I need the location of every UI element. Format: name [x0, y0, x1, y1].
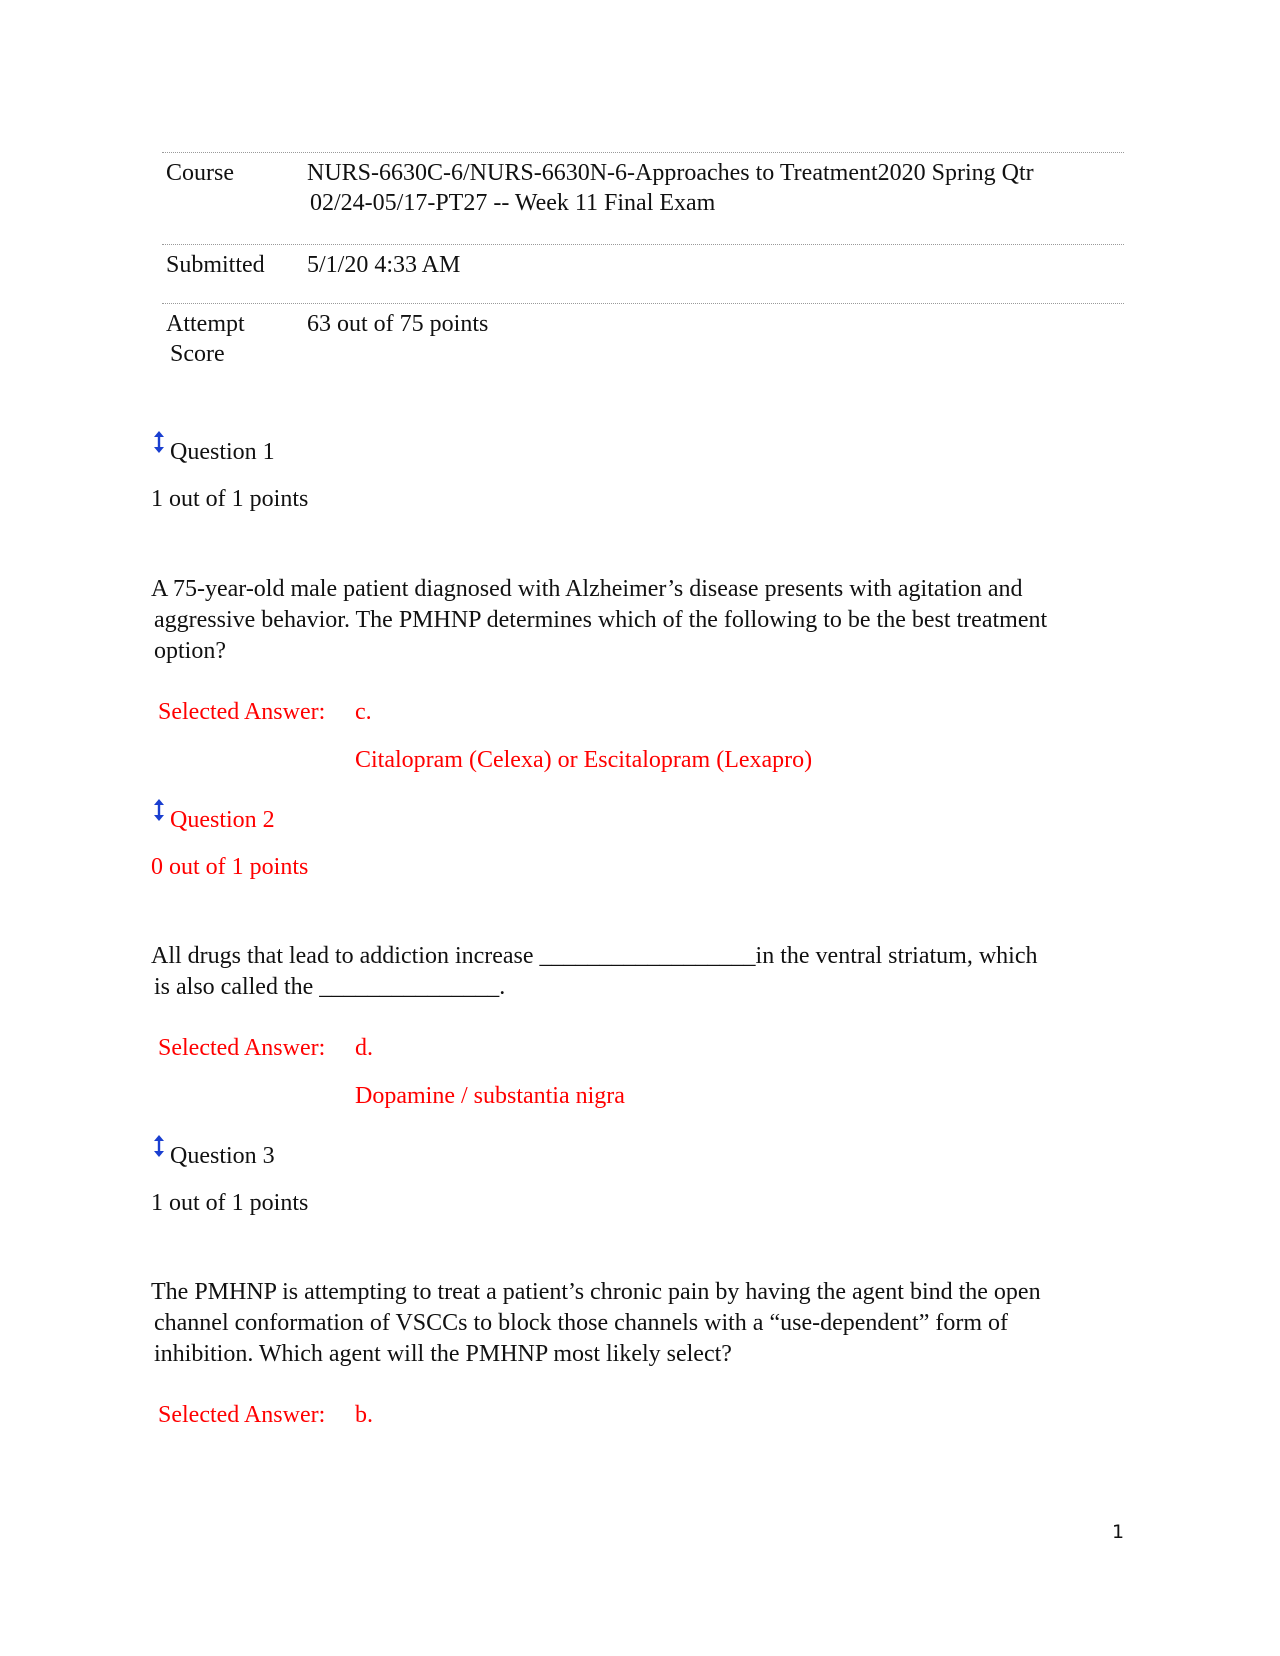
- course-value-line-1: NURS-6630C-6/NURS-6630N-6-Approaches to Treatment2020 Spring Qtr: [307, 160, 1034, 186]
- page-number: 1: [1112, 1521, 1125, 1543]
- question-2-text-line-2: is also called the _______________.: [154, 974, 506, 1000]
- question-3-title: Question 3: [170, 1143, 275, 1169]
- question-1-header: [152, 437, 275, 467]
- attempt-score-row: [162, 303, 1124, 384]
- up-down-arrow-icon[interactable]: [152, 429, 168, 459]
- submitted-value: 5/1/20 4:33 AM: [307, 252, 461, 278]
- question-3-text-line-2: channel conformation of VSCCs to block those channels with a “use-dependent” form of: [154, 1310, 1009, 1336]
- question-1-text-line-3: option?: [154, 638, 226, 664]
- question-1-text-line-1: A 75-year-old male patient diagnosed with Alzheimer’s disease presents with agitation and: [151, 576, 1023, 602]
- course-value-line-2: 02/24-05/17-PT27 -- Week 11 Final Exam: [310, 190, 716, 216]
- question-3-selected-answer-label: Selected Answer:: [158, 1402, 326, 1428]
- question-1-title: Question 1: [170, 439, 275, 465]
- question-1-points: 1 out of 1 points: [151, 486, 309, 512]
- course-row: [162, 152, 1124, 244]
- up-down-arrow-icon[interactable]: [152, 797, 168, 827]
- question-3-header: [152, 1141, 275, 1171]
- question-1-selected-answer-text: Citalopram (Celexa) or Escitalopram (Lexapro): [355, 747, 813, 773]
- question-2-selected-answer-letter: d.: [355, 1035, 373, 1061]
- question-3-selected-answer-letter: b.: [355, 1402, 373, 1428]
- question-1-selected-answer-letter: c.: [355, 699, 372, 725]
- attempt-score-label-line-2: Score: [170, 341, 225, 367]
- question-1-text-line-2: aggressive behavior. The PMHNP determines which of the following to be the best treatment: [154, 607, 1048, 633]
- question-3-text-line-1: The PMHNP is attempting to treat a patient’s chronic pain by having the agent bind the open: [151, 1279, 1041, 1305]
- question-3-points: 1 out of 1 points: [151, 1190, 309, 1216]
- submitted-row: [162, 244, 1124, 303]
- attempt-score-label: [166, 309, 296, 369]
- question-1-selected-answer-label: Selected Answer:: [158, 699, 326, 725]
- up-down-arrow-icon[interactable]: [152, 1133, 168, 1163]
- question-2-text: [151, 941, 1091, 1003]
- attempt-info-table: [162, 152, 1124, 384]
- question-2-header: [152, 805, 275, 835]
- question-2-points: 0 out of 1 points: [151, 854, 309, 880]
- question-3-text-line-3: inhibition. Which agent will the PMHNP most likely select?: [154, 1341, 732, 1367]
- question-2-title: Question 2: [170, 807, 275, 833]
- question-3-text: [151, 1277, 1091, 1370]
- attempt-score-label-line-1: Attempt: [166, 311, 245, 337]
- question-2-selected-answer-text: Dopamine / substantia nigra: [355, 1083, 625, 1109]
- question-1-text: [151, 574, 1091, 667]
- attempt-score-value: 63 out of 75 points: [307, 311, 489, 337]
- question-2-text-line-1: All drugs that lead to addiction increase __________________in the ventral striatum, which: [151, 943, 1038, 969]
- course-label: Course: [166, 160, 234, 186]
- submitted-label: Submitted: [166, 252, 265, 278]
- question-2-selected-answer-label: Selected Answer:: [158, 1035, 326, 1061]
- course-value: [307, 158, 1107, 218]
